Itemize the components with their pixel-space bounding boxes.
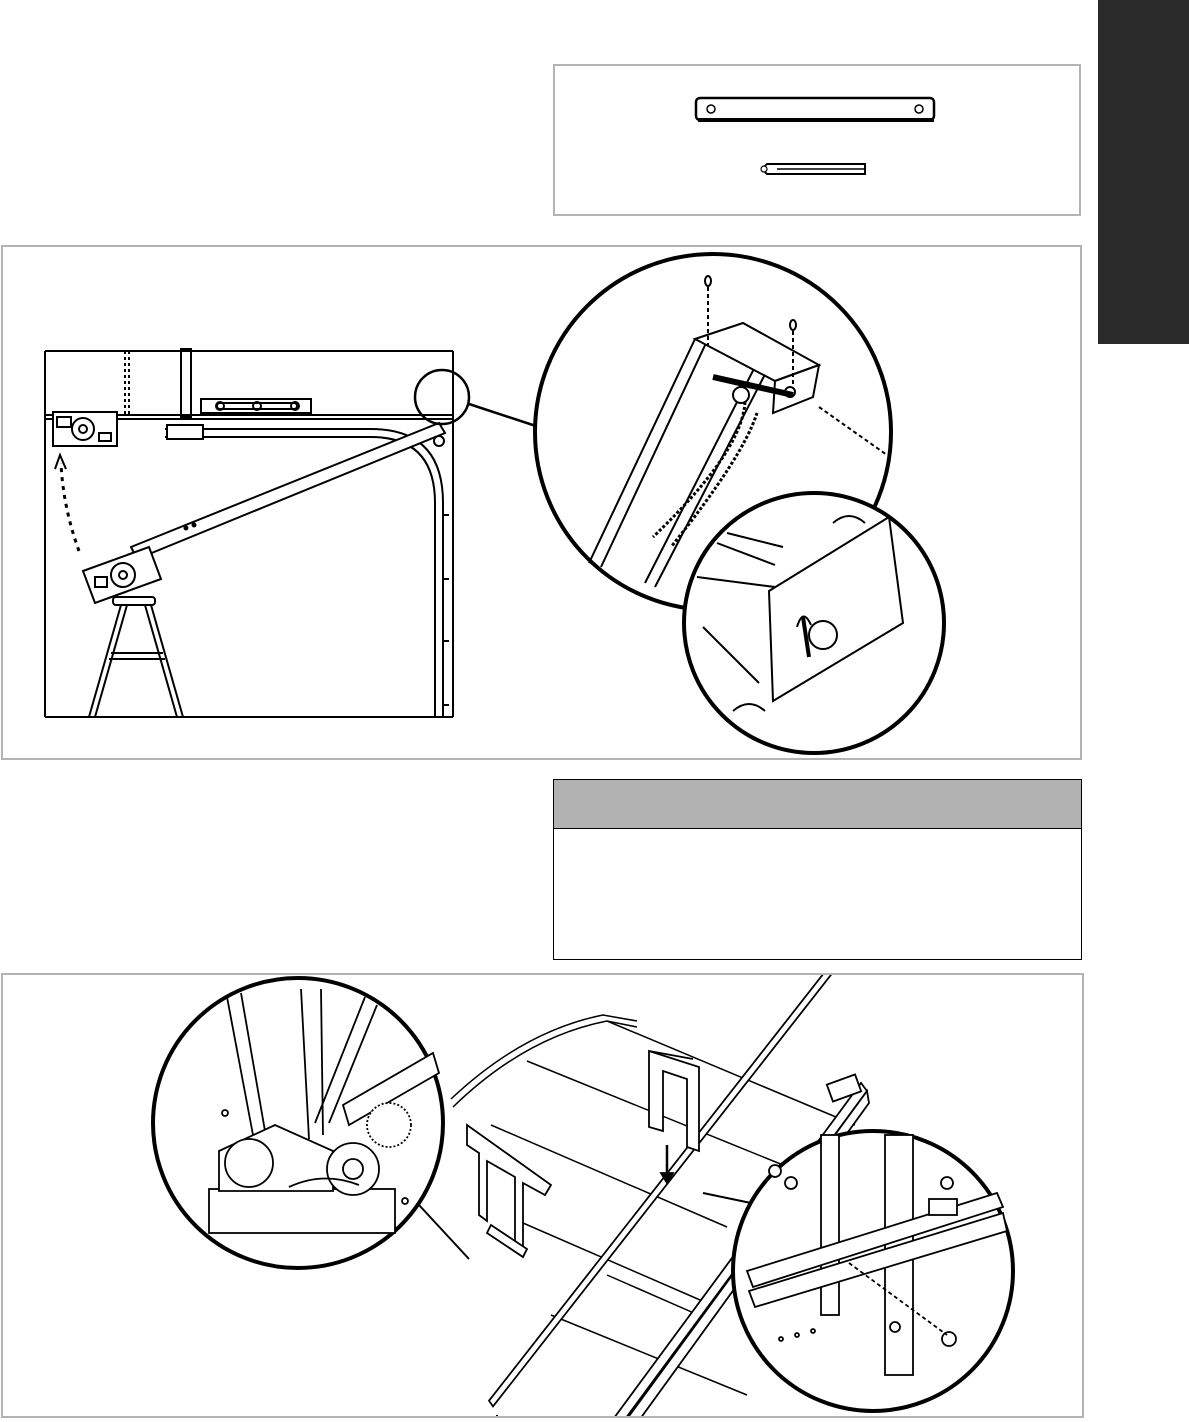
notice-panel [553,779,1082,960]
hardware-box [553,64,1081,216]
rail-icon [131,423,445,559]
notice-panel-body [554,829,1081,959]
strap-icon [696,98,934,120]
raise-arrow-icon [55,455,79,551]
figure-rail-to-motor [1,973,1084,1418]
motor-unit-detail-icon [153,978,443,1268]
cotter-pin-icon [761,164,865,174]
notice-panel-header [554,780,1081,829]
figure-rail-to-door [1,245,1082,760]
side-tab [1098,0,1189,344]
garage-door-icon [45,349,453,717]
motor-unit-small-icon [447,1415,547,1416]
opener-motor-icon [83,547,161,603]
trolley-bracket-icon [467,1051,699,1257]
opener-motor-raised-icon [53,412,117,446]
rail-end-detail-icon [733,1131,1013,1411]
cotter-pin-detail-icon [684,493,944,753]
step-ladder-icon [89,597,183,717]
